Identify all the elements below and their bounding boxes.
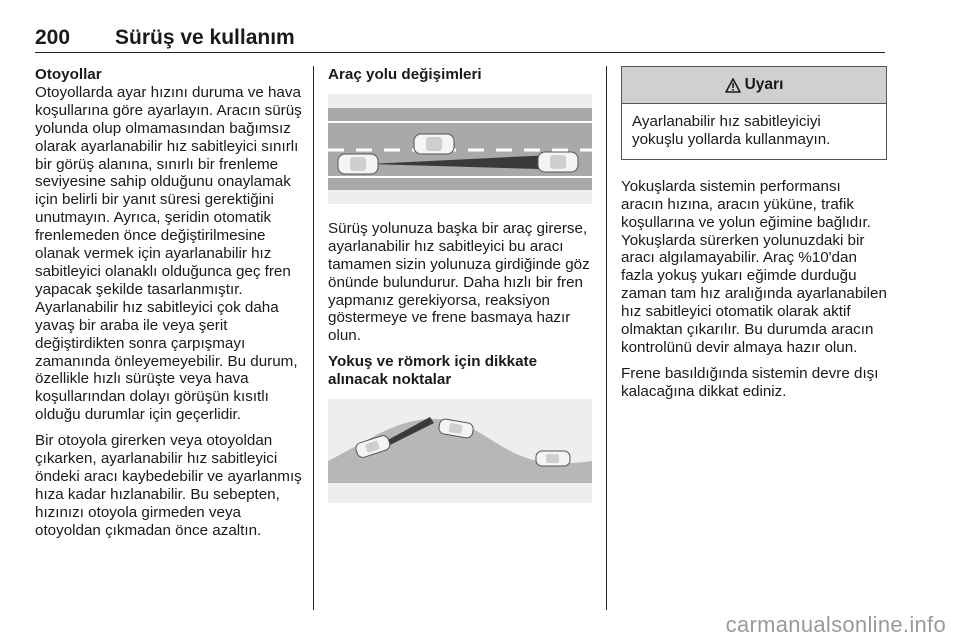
highways-subheading: Otoyollar	[35, 66, 102, 83]
merging-car-icon	[414, 134, 454, 154]
hills-trailer-heading: Yokuş ve römork için dikkate alınacak noktalar	[328, 353, 538, 389]
hills-paragraph-1: Yokuşlarda sistemin performansı aracın hızına, aracın yüküne, trafik koşullarına ve yolun eğimine bağlıdır. Yokuşlarda sürerken yolunuzdaki bir aracı algılamayabilir. Araç %10'dan fazla yokuş yukarı eğimde durduğu zaman tam hız aralığında ayarlanabilen hız sabitleyici otomatik olarak aktif olmaktan çıkarılır. Bu durumda aracın kontrolünü devir almaya hazır olun.	[621, 177, 887, 356]
own-car-icon	[338, 154, 378, 174]
column-divider-right	[606, 66, 607, 610]
warning-box	[621, 66, 887, 160]
page-header	[35, 26, 885, 50]
highways-paragraph-2: Bir otoyola girerken veya otoyoldan çıkarken, ayarlanabilir hız sabitleyici öndeki aracı kaybedebilir ve ayarlanmış hıza kadar hızlanabilir. Bu sebepten, hızınızı otoyola girmeden veya otoyoldan çıkmadan önce azaltın.	[35, 432, 302, 539]
page-number: 200	[35, 26, 71, 49]
warning-text: Ayarlanabilir hız sabitleyiciyi yokuşlu yollarda kullanmayın.	[632, 113, 831, 148]
highways-paragraph-1: Otoyollarda ayar hızını duruma ve hava koşullarına göre ayarlayın. Aracın sürüş yolunda olup olmamasından bağımsız olarak ayarlanabilir hız sabitleyici sınırlı bir görüş alanına, sınırlı bir frenleme seviyesine sahip olduğunu onaylamak için belirli bir yanıt süresi gerektiğini unutmayın. Ayrıca, şeridin otomatik frenlemeden önce değiştirilmesine olanak vermek için ayarlanabilir hız sabitleyici olanaklı olduğunca geç fren yapacak şekilde tasarlanmıştır. Ayarlanabilir hız sabitleyici çok daha yavaş bir araba ile veya şerit değiştirdikten sonra çarpışmayı zamanında önleyemeyebilir. Bu durum, özellikle hızlı sürüşte veya hava koşullarından dolayı görüşün kısıtlı olduğu durumlar için geçerlidir.	[35, 83, 302, 424]
lane-change-subheading: Araç yolu değişimleri	[328, 66, 482, 83]
header-divider	[35, 52, 885, 53]
middle-column	[328, 66, 596, 519]
warning-triangle-icon	[725, 78, 741, 93]
right-column	[621, 66, 887, 409]
hills-paragraph-2: Frene basıldığında sistemin devre dışı kalacağına dikkat ediniz.	[621, 364, 879, 400]
lead-car-icon	[538, 152, 578, 172]
site-watermark: carmanualsonline.info	[725, 612, 946, 637]
left-column	[35, 66, 303, 548]
column-divider-left	[313, 66, 314, 610]
car-valley-icon	[536, 451, 570, 466]
lane-change-paragraph: Sürüş yolunuza başka bir araç girerse, ayarlanabilir hız sabitleyici bu aracı tamamen sizin yolunuza girdiğinde göz önünde bulundurur. Daha hızlı bir fren yapmanız gerekiyorsa, reaksiyon göstermeye ve frene basmaya hazır olun.	[328, 219, 590, 345]
warning-header	[622, 67, 886, 104]
chapter-title: Sürüş ve kullanım	[115, 26, 295, 49]
lane-change-illustration	[328, 94, 592, 204]
hill-illustration	[328, 399, 592, 503]
warning-title: Uyarı	[744, 76, 784, 94]
